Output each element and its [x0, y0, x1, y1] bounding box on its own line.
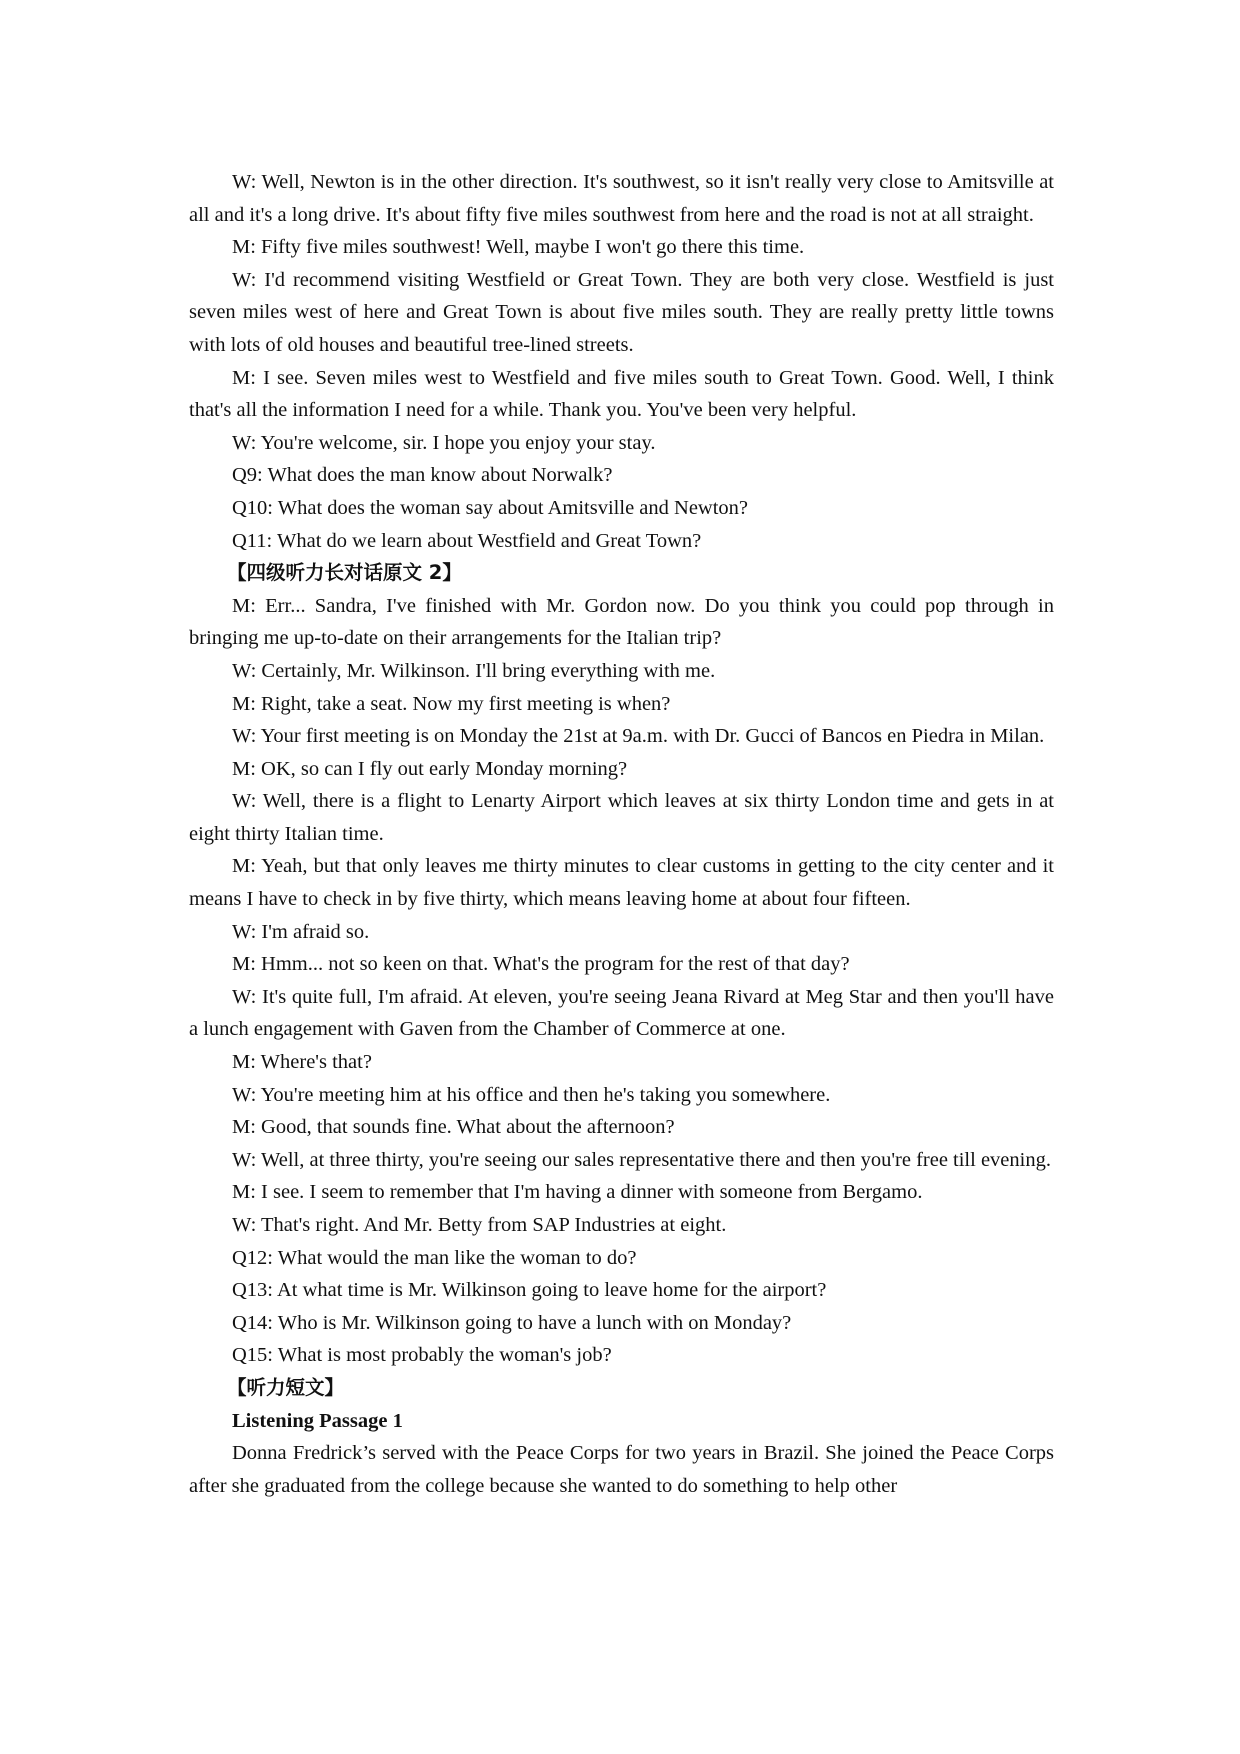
dialogue-line: M: Where's that?	[232, 1051, 372, 1074]
dialogue-line: M: Good, that sounds fine. What about the afternoon?	[232, 1116, 675, 1139]
dialogue-line: W: Your first meeting is on Monday the 21st at 9a.m. with Dr. Gucci of Bancos en Piedra in Milan.	[232, 725, 1045, 748]
dialogue-line: W: Well, there is a flight to Lenarty Airport which leaves at six thirty London time and gets in at eight thirty Italian time.	[189, 790, 1054, 845]
question-line: Q13: At what time is Mr. Wilkinson going to leave home for the airport?	[232, 1279, 827, 1302]
dialogue-line: M: OK, so can I fly out early Monday morning?	[232, 757, 628, 780]
dialogue-line: W: I'd recommend visiting Westfield or Great Town. They are both very close. Westfield is just seven miles west of here and Great Town is about five miles south. They are really pretty little towns with lots of old houses and beautiful tree-lined streets.	[189, 268, 1054, 356]
dialogue-line: W: Well, at three thirty, you're seeing our sales representative there and then you're free till evening.	[232, 1148, 1051, 1171]
dialogue-line: M: I see. I seem to remember that I'm having a dinner with someone from Bergamo.	[232, 1181, 923, 1204]
question-line: Q9: What does the man know about Norwalk?	[232, 464, 613, 487]
dialogue-line: W: It's quite full, I'm afraid. At eleven, you're seeing Jeana Rivard at Meg Star and then you'll have a lunch engagement with Gaven from the Chamber of Commerce at one.	[189, 985, 1054, 1041]
question-line: Q14: Who is Mr. Wilkinson going to have a lunch with on Monday?	[232, 1311, 792, 1334]
dialogue-line: W: You're meeting him at his office and then he's taking you somewhere.	[232, 1083, 831, 1106]
section-heading: 【听力短文】	[227, 1375, 345, 1399]
question-line: Q12: What would the man like the woman to do?	[232, 1246, 637, 1269]
document-page	[189, 166, 1054, 1502]
question-line: Q15: What is most probably the woman's job?	[232, 1344, 612, 1367]
passage-title: Listening Passage 1	[232, 1409, 403, 1432]
dialogue-line: W: You're welcome, sir. I hope you enjoy your stay.	[232, 431, 656, 454]
passage-paragraph: Donna Fredrick’s served with the Peace Corps for two years in Brazil. She joined the Peace Corps after she graduated from the college because she wanted to do something to help other	[189, 1442, 1054, 1497]
dialogue-line: M: Err... Sandra, I've finished with Mr. Gordon now. Do you think you could pop through in bringing me up-to-date on their arrangements for the Italian trip?	[189, 594, 1054, 650]
dialogue-line: W: Certainly, Mr. Wilkinson. I'll bring everything with me.	[232, 659, 716, 682]
question-line: Q10: What does the woman say about Amitsville and Newton?	[232, 496, 749, 519]
dialogue-line: W: Well, Newton is in the other direction. It's southwest, so it isn't really very close to Amitsville at all and it's a long drive. It's about fifty five miles southwest from here and the road is not at all straight.	[189, 171, 1054, 226]
dialogue-line: M: Hmm... not so keen on that. What's the program for the rest of that day?	[232, 953, 850, 976]
dialogue-line: W: That's right. And Mr. Betty from SAP Industries at eight.	[232, 1214, 727, 1236]
question-line: Q11: What do we learn about Westfield and Great Town?	[232, 529, 702, 552]
dialogue-line: W: I'm afraid so.	[232, 920, 370, 943]
dialogue-line: M: I see. Seven miles west to Westfield and five miles south to Great Town. Good. Well, I think that's all the information I need for a while. Thank you. You've been very helpful.	[189, 366, 1054, 422]
dialogue-line: M: Right, take a seat. Now my first meeting is when?	[232, 692, 671, 715]
dialogue-line: M: Fifty five miles southwest! Well, maybe I won't go there this time.	[232, 236, 805, 259]
dialogue-line: M: Yeah, but that only leaves me thirty minutes to clear customs in getting to the city center and it means I have to check in by five thirty, which means leaving home at about four fifteen.	[189, 855, 1054, 911]
section-heading: 【四级听力长对话原文 2】	[227, 561, 462, 585]
